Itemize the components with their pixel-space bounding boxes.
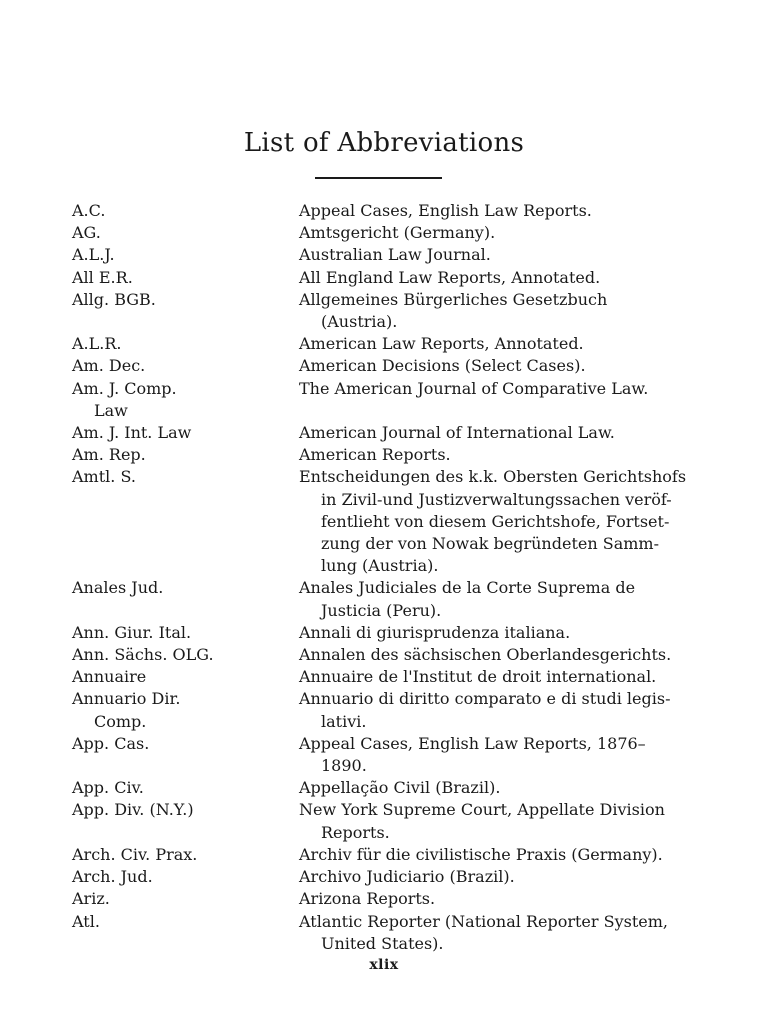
abbreviation-entry (72, 733, 692, 777)
abbreviation-term (72, 422, 277, 444)
abbreviation-term-line: Ann. Sächs. OLG. (72, 645, 214, 665)
abbreviation-definition (277, 644, 692, 666)
abbreviation-entry (72, 289, 692, 333)
abbreviation-definition (277, 289, 692, 333)
abbreviation-term-line: App. Cas. (72, 733, 150, 753)
abbreviation-entry (72, 422, 692, 444)
abbreviation-definition (277, 577, 692, 621)
abbreviation-definition-line: Reports. (321, 822, 390, 842)
abbreviation-definition (277, 355, 692, 377)
abbreviation-definition-line: Annalen des sächsischen Oberlandesgerichts. (299, 645, 672, 665)
abbreviation-entry (72, 777, 692, 799)
abbreviation-definition-line: Atlantic Reporter (National Reporter System, (299, 911, 668, 931)
abbreviation-definition-line: (Austria). (321, 312, 398, 332)
abbreviation-definition-line: American Decisions (Select Cases). (299, 356, 586, 376)
abbreviation-definition-line: lung (Austria). (321, 556, 439, 576)
abbreviation-definition-line: Entscheidungen des k.k. Obersten Gerichtshofs (299, 467, 687, 487)
abbreviation-term (72, 466, 277, 577)
abbreviation-definition-line: Arizona Reports. (299, 889, 436, 909)
title-rule (315, 177, 442, 179)
abbreviation-definition-line: The American Journal of Comparative Law. (299, 378, 649, 398)
abbreviation-entry (72, 333, 692, 355)
abbreviation-definition (277, 244, 692, 266)
abbreviation-term (72, 244, 277, 266)
abbreviation-term (72, 644, 277, 666)
abbreviation-definition-line: Annali di giurisprudenza italiana. (299, 622, 571, 642)
abbreviation-definition (277, 444, 692, 466)
abbreviation-entry (72, 622, 692, 644)
abbreviation-entry (72, 355, 692, 377)
abbreviation-term-line: Atl. (72, 911, 100, 931)
abbreviation-entry (72, 644, 692, 666)
abbreviation-definition (277, 622, 692, 644)
abbreviation-definition (277, 222, 692, 244)
abbreviation-definition-line: New York Supreme Court, Appellate Division (299, 800, 665, 820)
abbreviation-term-line: A.L.J. (72, 245, 115, 265)
abbreviation-definition-line: fentlieht von diesem Gerichtshofe, Fortset- (321, 511, 670, 531)
abbreviation-definition (277, 466, 692, 577)
abbreviation-entry (72, 244, 692, 266)
abbreviation-definition-line: Annuario di diritto comparato e di studi legis- (299, 689, 671, 709)
abbreviation-definition (277, 267, 692, 289)
abbreviation-term-line: App. Div. (N.Y.) (72, 800, 194, 820)
abbreviation-term-line: Amtl. S. (72, 467, 136, 487)
abbreviation-definition-line: United States). (321, 933, 444, 953)
abbreviation-entry (72, 866, 692, 888)
abbreviation-definition-line: American Reports. (299, 445, 451, 465)
abbreviation-entry (72, 444, 692, 466)
abbreviation-term-line: App. Civ. (72, 778, 144, 798)
abbreviation-definition (277, 200, 692, 222)
abbreviation-term-line: A.L.R. (72, 334, 122, 354)
abbreviation-definition (277, 666, 692, 688)
abbreviation-definition (277, 688, 692, 732)
abbreviation-term (72, 378, 277, 422)
abbreviation-term (72, 200, 277, 222)
abbreviation-definition (277, 422, 692, 444)
abbreviation-entry (72, 888, 692, 910)
abbreviation-term (72, 866, 277, 888)
abbreviation-term-line: A.C. (72, 201, 106, 220)
abbreviation-entry (72, 267, 692, 289)
abbreviation-definition-line: Annuaire de l'Institut de droit international. (299, 667, 657, 687)
abbreviation-entry (72, 688, 692, 732)
abbreviation-term (72, 799, 277, 843)
abbreviation-definition (277, 333, 692, 355)
abbreviation-definition-line: All England Law Reports, Annotated. (299, 267, 601, 287)
abbreviation-definition-line: Allgemeines Bürgerliches Gesetzbuch (299, 289, 608, 309)
abbreviation-term-line: All E.R. (72, 267, 133, 287)
abbreviation-definition-line: Archiv für die civilistische Praxis (Germany). (299, 844, 663, 864)
abbreviation-term-line: Am. J. Int. Law (72, 423, 192, 443)
abbreviation-term (72, 622, 277, 644)
abbreviation-term-line: Arch. Civ. Prax. (72, 844, 198, 864)
abbreviation-term-line: Comp. (94, 711, 147, 731)
abbreviation-term (72, 666, 277, 688)
abbreviation-term-line: AG. (72, 223, 101, 243)
abbreviation-definition-line: Justicia (Peru). (321, 600, 442, 620)
abbreviation-term (72, 267, 277, 289)
abbreviation-term (72, 733, 277, 777)
abbreviation-term (72, 289, 277, 333)
abbreviation-entry (72, 799, 692, 843)
abbreviation-definition (277, 911, 692, 955)
abbreviation-entry (72, 466, 692, 577)
abbreviation-definition (277, 866, 692, 888)
abbreviation-term-line: Law (94, 400, 128, 420)
abbreviation-term (72, 444, 277, 466)
abbreviation-term-line: Ariz. (72, 889, 110, 909)
abbreviation-definition-line: 1890. (321, 756, 367, 776)
abbreviation-term (72, 355, 277, 377)
abbreviation-definition-line: Australian Law Journal. (299, 245, 491, 265)
abbreviation-term-line: Am. Dec. (72, 356, 146, 376)
abbreviation-definition-line: in Zivil-und Justizverwaltungssachen veröf- (321, 489, 672, 509)
abbreviation-definition-line: Amtsgericht (Germany). (299, 223, 496, 243)
abbreviation-term-line: Anales Jud. (72, 578, 164, 598)
abbreviation-definition-line: American Journal of International Law. (299, 423, 615, 443)
abbreviation-term-line: Annuaire (72, 667, 147, 687)
abbreviation-definition-line: Anales Judiciales de la Corte Suprema de (299, 578, 636, 598)
abbreviation-term-line: Allg. BGB. (72, 289, 156, 309)
abbreviation-entry (72, 200, 692, 222)
abbreviation-definition-line: Appeal Cases, English Law Reports. (299, 201, 592, 220)
abbreviation-term (72, 888, 277, 910)
abbreviation-entry (72, 666, 692, 688)
abbreviation-definition (277, 777, 692, 799)
abbreviation-definition (277, 733, 692, 777)
abbreviation-term-line: Am. Rep. (72, 445, 146, 465)
abbreviation-term-line: Am. J. Comp. (72, 378, 177, 398)
abbreviation-term (72, 333, 277, 355)
abbreviation-definition-line: zung der von Nowak begründeten Samm- (321, 534, 659, 554)
abbreviation-term (72, 911, 277, 955)
abbreviation-entry (72, 577, 692, 621)
abbreviation-definition (277, 799, 692, 843)
abbreviation-term-line: Annuario Dir. (72, 689, 181, 709)
abbreviation-term-line: Arch. Jud. (72, 867, 153, 887)
abbreviation-definition-line: Archivo Judiciario (Brazil). (299, 867, 515, 887)
abbreviation-definition (277, 378, 692, 422)
abbreviation-definition-line: American Law Reports, Annotated. (299, 334, 584, 354)
abbreviation-entry (72, 844, 692, 866)
abbreviation-term-line: Ann. Giur. Ital. (72, 622, 192, 642)
abbreviation-definition-line: Appellação Civil (Brazil). (299, 778, 501, 798)
abbreviation-term (72, 222, 277, 244)
abbreviation-entry (72, 378, 692, 422)
abbreviation-definition-line: lativi. (321, 711, 367, 731)
abbreviation-definition-line: Appeal Cases, English Law Reports, 1876– (299, 733, 646, 753)
page-number: xlix (369, 957, 399, 973)
abbreviation-list (72, 200, 692, 955)
abbreviation-definition (277, 844, 692, 866)
abbreviation-entry (72, 911, 692, 955)
abbreviation-term (72, 577, 277, 621)
abbreviation-term (72, 777, 277, 799)
page-title: List of Abbreviations (243, 128, 525, 158)
abbreviation-definition (277, 888, 692, 910)
abbreviation-entry (72, 222, 692, 244)
abbreviation-term (72, 844, 277, 866)
abbreviation-term (72, 688, 277, 732)
